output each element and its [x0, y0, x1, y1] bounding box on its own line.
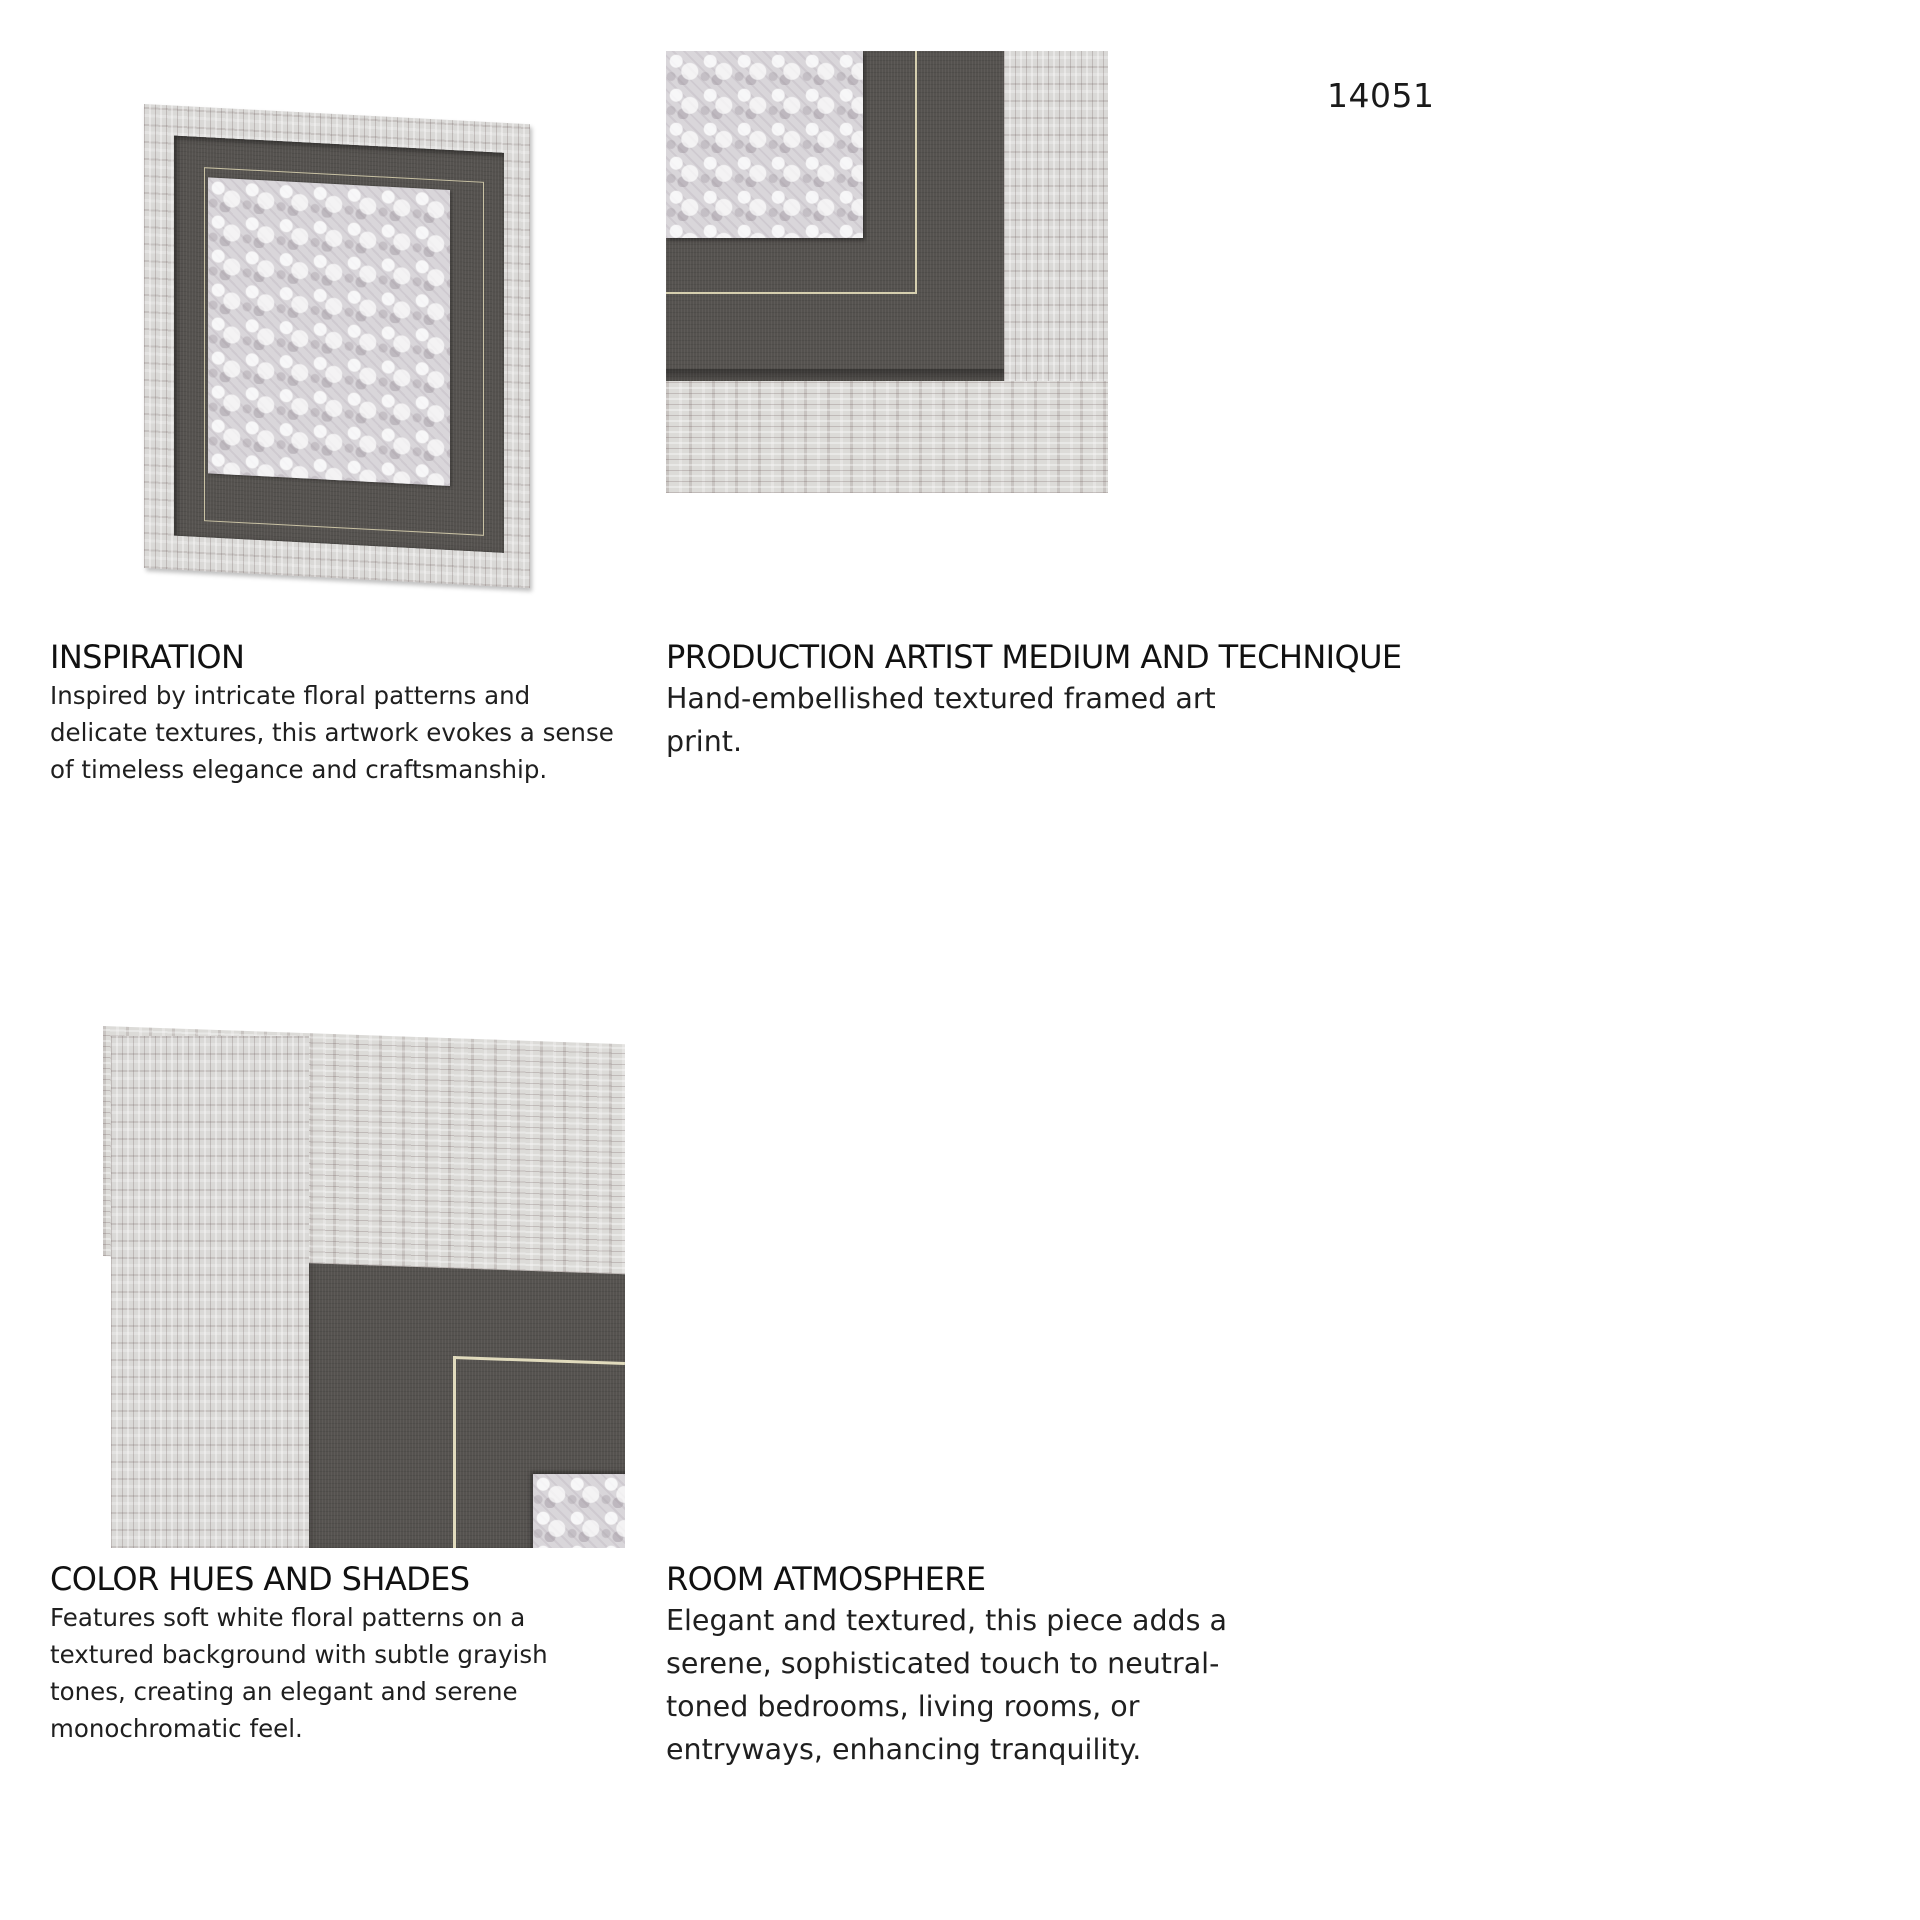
color-hues-text: Features soft white floral patterns on a textured background with subtle grayish tones, creating an elegant and serene monochromatic feel.: [50, 1603, 548, 1743]
mat-board: [174, 136, 504, 553]
frame-rail-bottom: [666, 381, 1108, 493]
frame-rail-left: [111, 1036, 309, 1548]
floral-art-panel: [533, 1474, 625, 1548]
color-hues-heading: COLOR HUES AND SHADES: [50, 1560, 470, 1598]
floral-art-panel: [208, 177, 450, 486]
room-atmosphere-heading: ROOM ATMOSPHERE: [666, 1560, 986, 1598]
gold-fillet-line: [453, 1356, 456, 1548]
gold-fillet-line: [666, 292, 917, 294]
gold-fillet-line: [915, 51, 917, 293]
room-atmosphere-text: Elegant and textured, this piece adds a serene, sophisticated touch to neutral-toned bedrooms, living rooms, or entryways, enhancing tranquility.: [666, 1604, 1228, 1766]
inspiration-heading: INSPIRATION: [50, 638, 245, 676]
production-heading: PRODUCTION ARTIST MEDIUM AND TECHNIQUE: [666, 638, 1402, 676]
inspiration-text: Inspired by intricate floral patterns and delicate textures, this artwork evokes a sense of timeless elegance and craftsmanship.: [50, 681, 614, 784]
product-number: 14051: [1327, 76, 1435, 115]
production-text: Hand-embellished textured framed art print.: [666, 682, 1216, 758]
floral-art-panel: [666, 51, 863, 238]
frame-corner-detail-photo: [666, 51, 1108, 493]
framed-art-photo: [144, 104, 530, 588]
frame-corner-closeup-photo: [103, 1026, 625, 1548]
